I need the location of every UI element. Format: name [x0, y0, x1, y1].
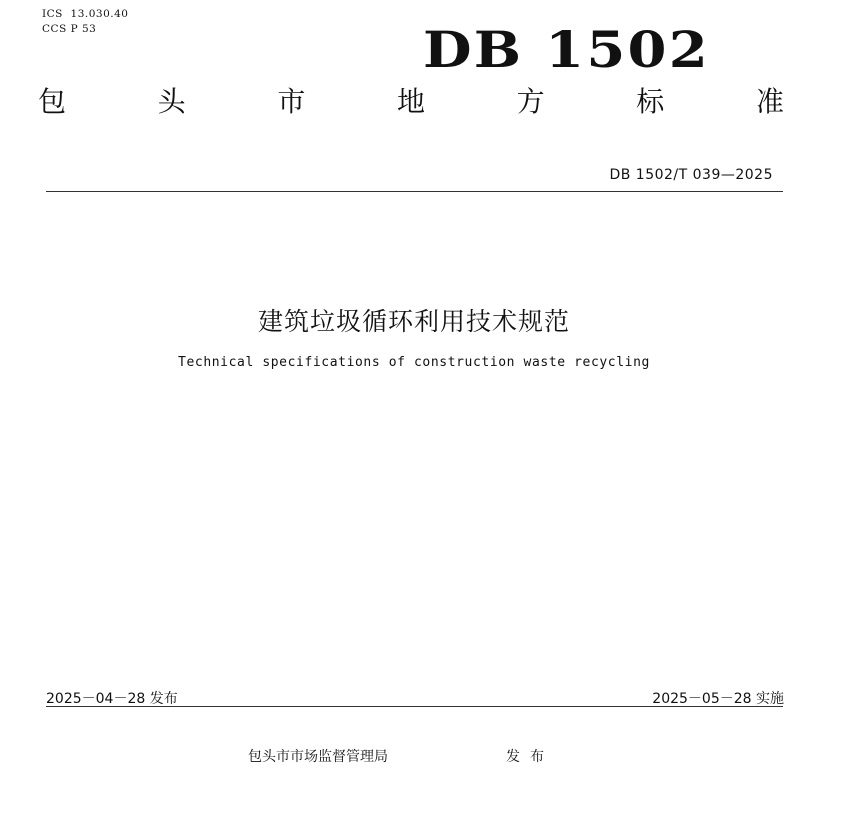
- title-english: Technical specifications of construction waste recycling: [178, 355, 650, 370]
- issuer-title-char: 市: [277, 85, 306, 118]
- standard-number: DB 1502/T 039—2025: [609, 167, 773, 183]
- ccs-code: CCS P 53: [42, 23, 97, 35]
- issuer-title-char: 包: [38, 85, 67, 118]
- publish-label: 发布: [506, 749, 554, 765]
- title-chinese: 建筑垃圾循环利用技术规范: [257, 307, 570, 336]
- bottom-divider: [46, 706, 783, 707]
- issue-date: 2025－04－28 发布: [46, 691, 178, 707]
- issuer-title-char: 头: [157, 85, 186, 118]
- issuer-title-char: 方: [516, 85, 545, 118]
- issuing-authority: 包头市市场监督管理局: [248, 749, 388, 765]
- ics-code: ICS 13.030.40: [42, 8, 129, 20]
- implementation-date: 2025－05－28 实施: [652, 691, 784, 707]
- issuer-title-char: 准: [755, 85, 784, 118]
- issuer-title-char: 地: [396, 85, 425, 118]
- top-divider: [46, 191, 783, 192]
- issuer-title: [38, 85, 784, 118]
- issuer-title-char: 标: [636, 85, 665, 118]
- db-logo: DB 1502: [423, 20, 710, 79]
